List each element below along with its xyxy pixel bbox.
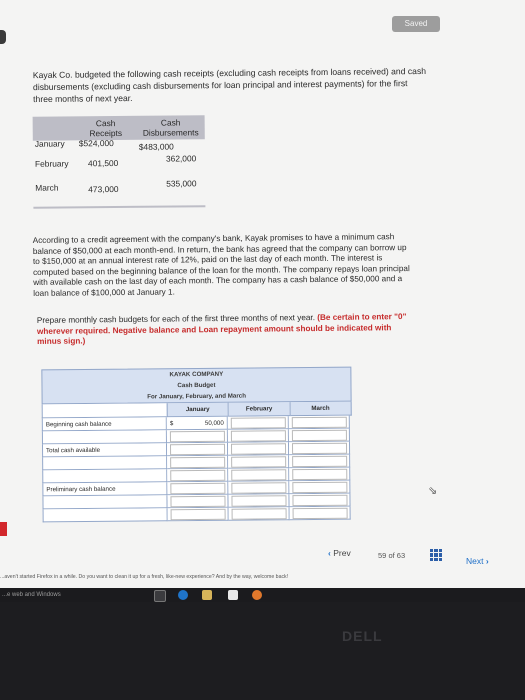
disbursements-value: 362,000 [165,153,197,164]
page-of: of [388,551,395,560]
page-total: 63 [396,551,406,560]
store-icon[interactable] [228,590,238,600]
row-february-input[interactable] [231,495,286,506]
chevron-right-icon: › [485,556,489,566]
budget-data-table [33,115,206,208]
company-name: KAYAK COMPANY [169,370,224,379]
beginning-cash-february-cell [228,416,289,430]
cell-march [289,455,350,469]
prev-button[interactable] [328,548,351,558]
label-column-header [42,403,167,418]
total-cash-january-input[interactable] [170,443,225,454]
next-label: Next [466,556,484,566]
taskbar-search[interactable]: ...e web and Windows [2,592,61,598]
cell-january [167,456,228,470]
cell-march [289,481,350,495]
receipts-value: 473,000 [88,184,119,195]
cash-receipts-january-input[interactable] [170,430,225,441]
column-february: February [229,402,291,417]
cell-january [168,508,229,522]
cell-march [289,494,350,508]
prev-label: Prev [333,548,351,558]
currency-symbol: $ [169,419,174,427]
row-label-input[interactable] [42,469,167,483]
firefox-notification: ...aven't started Firefox in a while. Do you want to clean it up for a fresh, like-new experience? And by the way, welcome back! [0,574,289,580]
header-cash-receipts: Cash Receipts [89,118,123,139]
cell-february [228,481,289,495]
cell-february [228,429,289,443]
cell-february [229,507,290,521]
scroll-indicator [0,30,6,44]
cell-february [228,494,289,508]
mouse-cursor-icon: ⇘ [428,485,438,497]
interest-march-input[interactable] [292,468,347,479]
credit-agreement-text: According to a credit agreement with the company's bank, Kayak promises to have a minimum cash balance of $50,000 at each month-end. In return, the bank has agreed that the company can borrow up to $150,000 at an annual interest rate of 12%, paid on the last day of each month. The interest is computed based on the beginning balance of the loan for the month. The company repays loan principal with available cash on the last day of each month. The company has a cash balance of $50,000 and a loan balance of $100,000 at January 1. [32,232,410,298]
beginning-cash-label: Beginning cash balance [42,417,167,431]
beginning-cash-january [167,417,228,431]
cell-january [167,482,228,496]
row-label-input[interactable] [42,495,167,509]
preliminary-january-input[interactable] [170,482,225,493]
problem-intro: Kayak Co. budgeted the following cash receipts (excluding cash receipts from loans received) and cash disbursements (excluding cash disbursements for loan principal and interest payments) for the first three months of next year. [32,65,427,105]
receipts-value: $524,000 [78,138,114,149]
budget-table-header [33,115,205,141]
column-march: March [290,402,352,417]
beginning-cash-march-input[interactable] [292,416,347,427]
cell-march [289,468,350,482]
edge-icon[interactable] [178,590,188,600]
interest-january-input[interactable] [170,469,225,480]
budget-period: For January, February, and March [147,392,247,401]
prepare-instructions [37,312,412,347]
total-cash-label: Total cash available [42,443,167,457]
monitor-bezel [0,602,525,700]
disbursements-february-input[interactable] [231,456,286,467]
cell-march [289,442,350,456]
instruction-note: (Be certain to enter "0" wherever required. Negative balance and Loan repayment amount should be indicated with minus sign.) [36,312,407,346]
cell-january [167,469,228,483]
page-current: 59 [378,551,387,560]
cell-march [289,429,350,443]
disbursements-january-input[interactable] [170,456,225,467]
interest-february-input[interactable] [231,469,286,480]
disbursements-value: 535,000 [166,178,197,189]
total-cash-february-input[interactable] [231,443,286,454]
table-row [33,139,205,155]
task-view-icon[interactable] [154,590,166,602]
receipts-value: 401,500 [87,158,119,169]
row-label-input[interactable] [42,430,167,444]
month-label: March [35,182,59,193]
preliminary-february-input[interactable] [231,482,286,493]
row-january-input[interactable] [171,508,226,519]
row-february-input[interactable] [232,508,287,519]
cell-january [167,430,228,444]
column-january: January [166,403,229,418]
preliminary-march-input[interactable] [292,481,347,492]
month-label: January [34,138,65,149]
table-divider [33,205,205,209]
cell-february [228,442,289,456]
cash-budget-header [41,367,351,405]
saved-status-badge: Saved [392,16,440,32]
beginning-cash-march-cell [289,416,350,430]
cell-february [228,455,289,469]
row-march-input[interactable] [293,507,348,518]
total-cash-march-input[interactable] [292,442,347,453]
grid-view-icon[interactable] [430,549,442,561]
row-january-input[interactable] [170,495,225,506]
chevron-left-icon: ‹ [328,548,331,558]
disbursements-value: $483,000 [138,141,174,152]
cell-january [167,443,228,457]
cell-march [290,507,351,521]
red-marker [0,522,7,536]
file-explorer-icon[interactable] [202,590,212,600]
table-row [43,507,353,523]
month-label: February [34,158,69,169]
cash-receipts-march-input[interactable] [292,429,347,440]
preliminary-cash-label: Preliminary cash balance [42,482,167,496]
beginning-cash-value: 50,000 [204,419,224,427]
row-march-input[interactable] [292,494,347,505]
table-row [33,178,205,203]
windows-taskbar [0,588,525,602]
row-label-input[interactable] [43,508,168,522]
firefox-icon[interactable] [252,590,262,600]
beginning-cash-february-input[interactable] [231,417,286,428]
disbursements-march-input[interactable] [292,455,347,466]
cell-january [167,495,228,509]
cash-receipts-february-input[interactable] [231,430,286,441]
monitor-brand-logo: DELL [342,628,383,644]
budget-title: Cash Budget [177,381,216,390]
row-label-input[interactable] [42,456,167,470]
header-cash-disbursements: Cash Disbursements [142,117,199,138]
cash-budget-worksheet [41,367,352,523]
prepare-text: Prepare monthly cash budgets for each of the first three months of next year. [36,313,316,325]
cell-february [228,468,289,482]
next-button[interactable] [466,556,489,566]
page-indicator [378,551,405,560]
